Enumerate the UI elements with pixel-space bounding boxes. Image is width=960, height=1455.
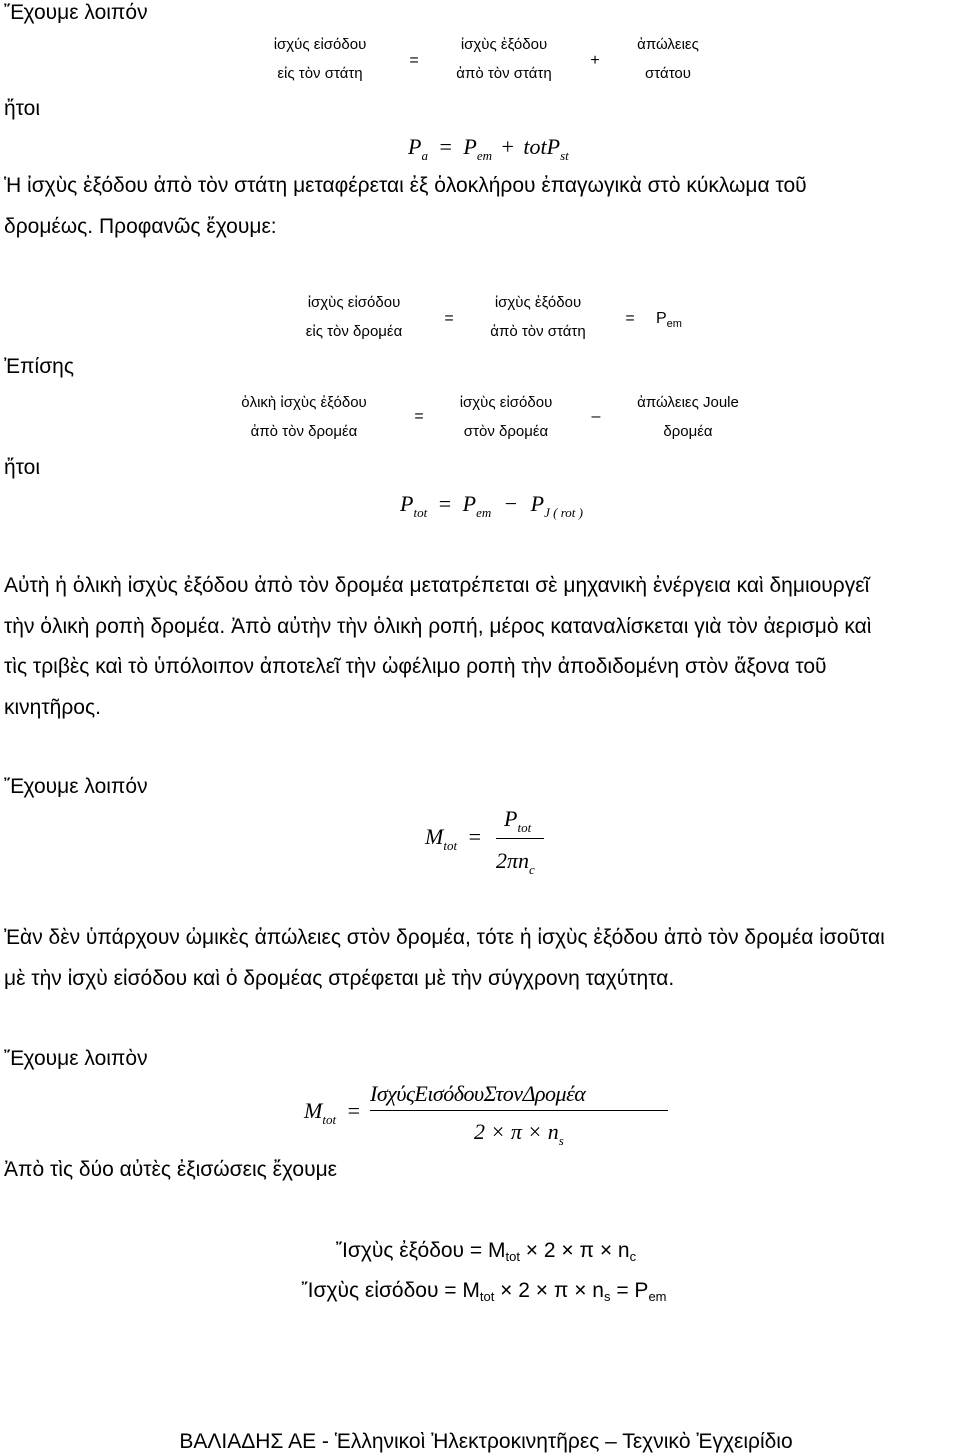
stator-input-label: ἰσχύς εἰσόδου bbox=[273, 36, 367, 53]
formula-rotor-power: $P_{tot} = P_{em} - P_{J ( rot )}$ bbox=[400, 491, 583, 520]
output-power-equation: Ἴσχὺς ἐξόδου = Mtot × 2 × π × nc bbox=[335, 1239, 637, 1264]
equals-sign-2: = bbox=[625, 310, 635, 327]
torque-denominator: $2\pi n_c$ bbox=[496, 848, 535, 877]
conclusion-text: Ἀπὸ τὶς δύο αὐτὲς ἐξισώσεις ἔχουμε bbox=[4, 1158, 338, 1181]
stator-loss-label: ἀπώλειες bbox=[637, 36, 699, 53]
sync-torque-denominator: $2 \times \pi \times n_s$ bbox=[474, 1119, 564, 1148]
pem-label: $P_{em}$ bbox=[656, 310, 682, 330]
paragraph-1-line-2: δρομέως. Προφανῶς ἔχουμε: bbox=[4, 215, 277, 238]
etoi-text-2: ἤτοι bbox=[4, 456, 41, 479]
formula-power-balance-stator: $P_a = P_{em}$ + totP$_{st}$ bbox=[408, 134, 569, 163]
rotor-input-label-2: εἰς τὸν δρομέα bbox=[305, 323, 403, 340]
equals-sign: = bbox=[409, 52, 419, 69]
torque-lhs: $M_{tot}$ = bbox=[425, 824, 481, 853]
stator-loss-label-2: στάτου bbox=[645, 65, 691, 82]
rotor-total-output-label: ὁλικὴ ἰσχὺς ἐξόδου bbox=[241, 394, 367, 411]
stator-output-label: ἰσχὺς ἐξόδου bbox=[494, 294, 582, 311]
intro-text-1: Ἔχουμε λοιπόν bbox=[4, 1, 148, 24]
fraction-line bbox=[496, 838, 544, 839]
paragraph-2-line-2: τὴν ὁλικὴ ροπὴ δρομέα. Ἀπὸ αὐτὴν τὴν ὁλικὴ ροπή, μέρος καταναλίσκεται γιὰ τὸν ἀερισμὸ καὶ bbox=[4, 615, 872, 638]
stator-output-label-2: ἀπὸ τὸν στάτη bbox=[490, 323, 586, 340]
paragraph-1-line-1: Ἡ ἰσχὺς ἐξόδου ἀπὸ τὸν στάτη μεταφέρεται ἐξ ὁλοκλήρου ἐπαγωγικὰ στὸ κύκλωμα τοῦ bbox=[4, 174, 807, 197]
equals-sign: = bbox=[444, 310, 454, 327]
minus-sign: – bbox=[591, 408, 601, 425]
rotor-input-label: ἰσχὺς εἰσόδου bbox=[459, 394, 553, 411]
intro-text-3: Ἔχουμε λοιπόν bbox=[4, 775, 148, 798]
plus-sign: + bbox=[590, 52, 600, 69]
intro-text-4: Ἔχουμε λοιπὸν bbox=[4, 1047, 148, 1070]
episis-text: Ἐπίσης bbox=[4, 355, 74, 378]
rotor-input-label: ἰσχὺς εἰσόδου bbox=[307, 294, 401, 311]
etoi-text-1: ἤτοι bbox=[4, 97, 41, 120]
stator-output-label: ἰσχὺς ἐξόδου bbox=[460, 36, 548, 53]
paragraph-2-line-1: Αὐτὴ ἡ ὁλικὴ ἰσχὺς ἐξόδου ἀπὸ τὸν δρομέα μετατρέπεται σὲ μηχανικὴ ἐνέργεια καὶ δημιουργεῖ bbox=[4, 574, 870, 597]
joule-loss-label: ἀπώλειες Joule bbox=[637, 394, 739, 411]
equals-sign: = bbox=[414, 408, 424, 425]
torque-numerator: $P_{tot}$ bbox=[504, 806, 532, 835]
paragraph-2-line-4: κινητῆρος. bbox=[4, 696, 101, 719]
page-footer: ΒΑΛΙΑΔΗΣ ΑΕ - Ἑλληνικοὶ Ἠλεκτροκινητῆρες – Τεχνικὸ Ἐγχειρίδιο bbox=[179, 1430, 793, 1453]
stator-input-label-2: εἰς τὸν στάτη bbox=[277, 65, 363, 82]
fraction-line bbox=[370, 1110, 668, 1111]
paragraph-3-line-2: μὲ τὴν ἰσχὺ εἰσόδου καὶ ὁ δρομέας στρέφεται μὲ τὴν σύγχρονη ταχύτητα. bbox=[4, 967, 675, 990]
stator-output-label-2: ἀπὸ τὸν στάτη bbox=[456, 65, 552, 82]
rotor-total-output-label-2: ἀπὸ τὸν δρομέα bbox=[250, 423, 358, 440]
sync-torque-numerator: ΙσχύςΕισόδουΣτονΔρομέα bbox=[370, 1081, 586, 1106]
rotor-input-label-2: στὸν δρομέα bbox=[463, 423, 549, 440]
paragraph-3-line-1: Ἐὰν δὲν ὑπάρχουν ὠμικὲς ἀπώλειες στὸν δρομέα, τότε ἡ ἰσχὺς ἐξόδου ἀπὸ τὸν δρομέα ἰσοῦται bbox=[4, 926, 885, 949]
sync-torque-lhs: $M_{tot}$ = bbox=[304, 1098, 360, 1127]
joule-loss-label-2: δρομέα bbox=[663, 423, 713, 440]
paragraph-2-line-3: τὶς τριβὲς καὶ τὸ ὑπόλοιπον ἀποτελεῖ τὴν ὠφέλιμο ροπὴ τὴν ἀποδιδομένη στὸν ἄξονα τοῦ bbox=[4, 655, 827, 678]
input-power-equation: Ἴσχὺς εἰσόδου = Mtot × 2 × π × ns = Pem bbox=[301, 1279, 667, 1304]
